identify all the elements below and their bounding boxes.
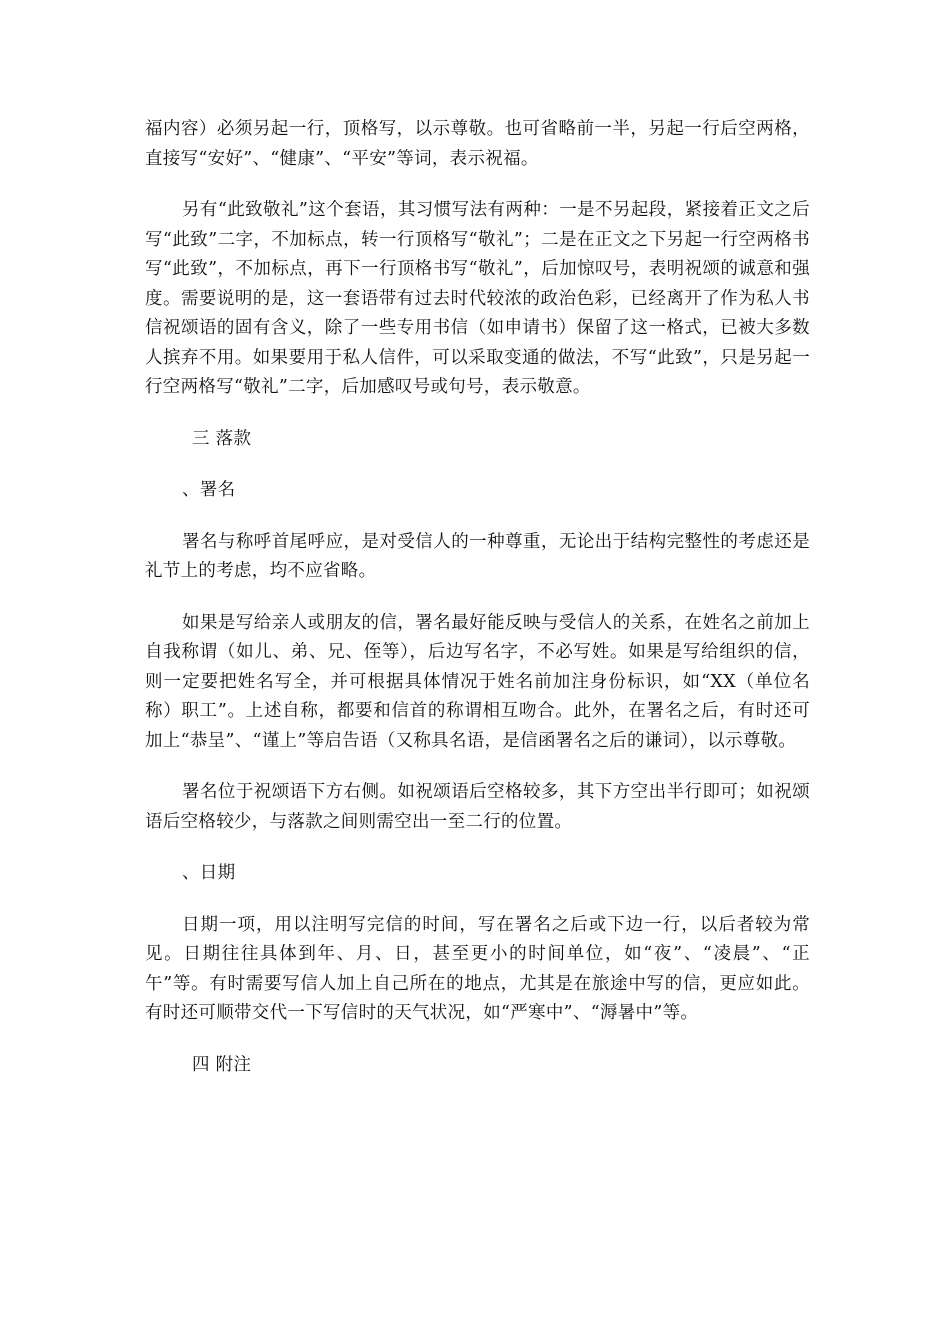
paragraph-signature-intro: 署名与称呼首尾呼应，是对受信人的一种尊重，无论出于结构完整性的考虑还是礼节上的考虑，均不应省略。 [145,531,810,581]
paragraph-cizhi-jingli: 另有“此致敬礼”这个套语，其习惯写法有两种：一是不另起段，紧接着正文之后写“此致”二字，不加标点，转一行顶格写“敬礼”；二是在正文之下另起一行空两格书写“此致”，不加标点，再下一行顶格书写“敬礼”，后加惊叹号，表明祝颂的诚意和强度。需要说明的是，这一套语带有过去时代较浓的政治色彩，已经离开了作为私人书信祝颂语的固有含义，除了一些专用书信（如申请书）保留了这一格式，已被大多数人摈弃不用。如果要用于私人信件，可以采取变通的做法，不写“此致”，只是另起一行空两格写“敬礼”二字，后加感叹号或句号，表示敬意。 [145,200,810,397]
paragraph-signature-detail: 如果是写给亲人或朋友的信，署名最好能反映与受信人的关系，在姓名之前加上自我称谓（如儿、弟、兄、侄等），后边写名字，不必写姓。如果是写给组织的信，则一定要把姓名写全，并可根据具体情况于姓名前加注身份标识，如“XX（单位名称）职工”。上述自称，都要和信首的称谓相互吻合。此外，在署名之后，有时还可加上“恭呈”、“谨上”等启告语（又称具名语，是信函署名之后的谦词），以示尊敬。 [145,612,810,751]
document-page [145,115,810,1102]
paragraph-blessing-content: 福内容）必须另起一行，顶格写，以示尊敬。也可省略前一半，另起一行后空两格，直接写“安好”、“健康”、“平安”等词，表示祝福。 [145,119,810,169]
paragraph-date: 日期一项，用以注明写完信的时间，写在署名之后或下边一行，以后者较为常见。日期往往具体到年、月、日，甚至更小的时间单位，如“夜”、“凌晨”、“正午”等。有时需要写信人加上自己所在的地点，尤其是在旅途中写的信，更应如此。有时还可顺带交代一下写信时的天气状况，如“严寒中”、“溽暑中”等。 [145,914,810,1023]
subheading-signature: 、署名 [182,480,236,500]
section-heading-luokuan: 三 落款 [192,428,252,449]
subheading-date: 、日期 [182,863,236,883]
paragraph-signature-position: 署名位于祝颂语下方右侧。如祝颂语后空格较多，其下方空出半行即可；如祝颂语后空格较少，与落款之间则需空出一至二行的位置。 [145,782,810,832]
section-heading-fuzhu: 四 附注 [192,1054,252,1075]
